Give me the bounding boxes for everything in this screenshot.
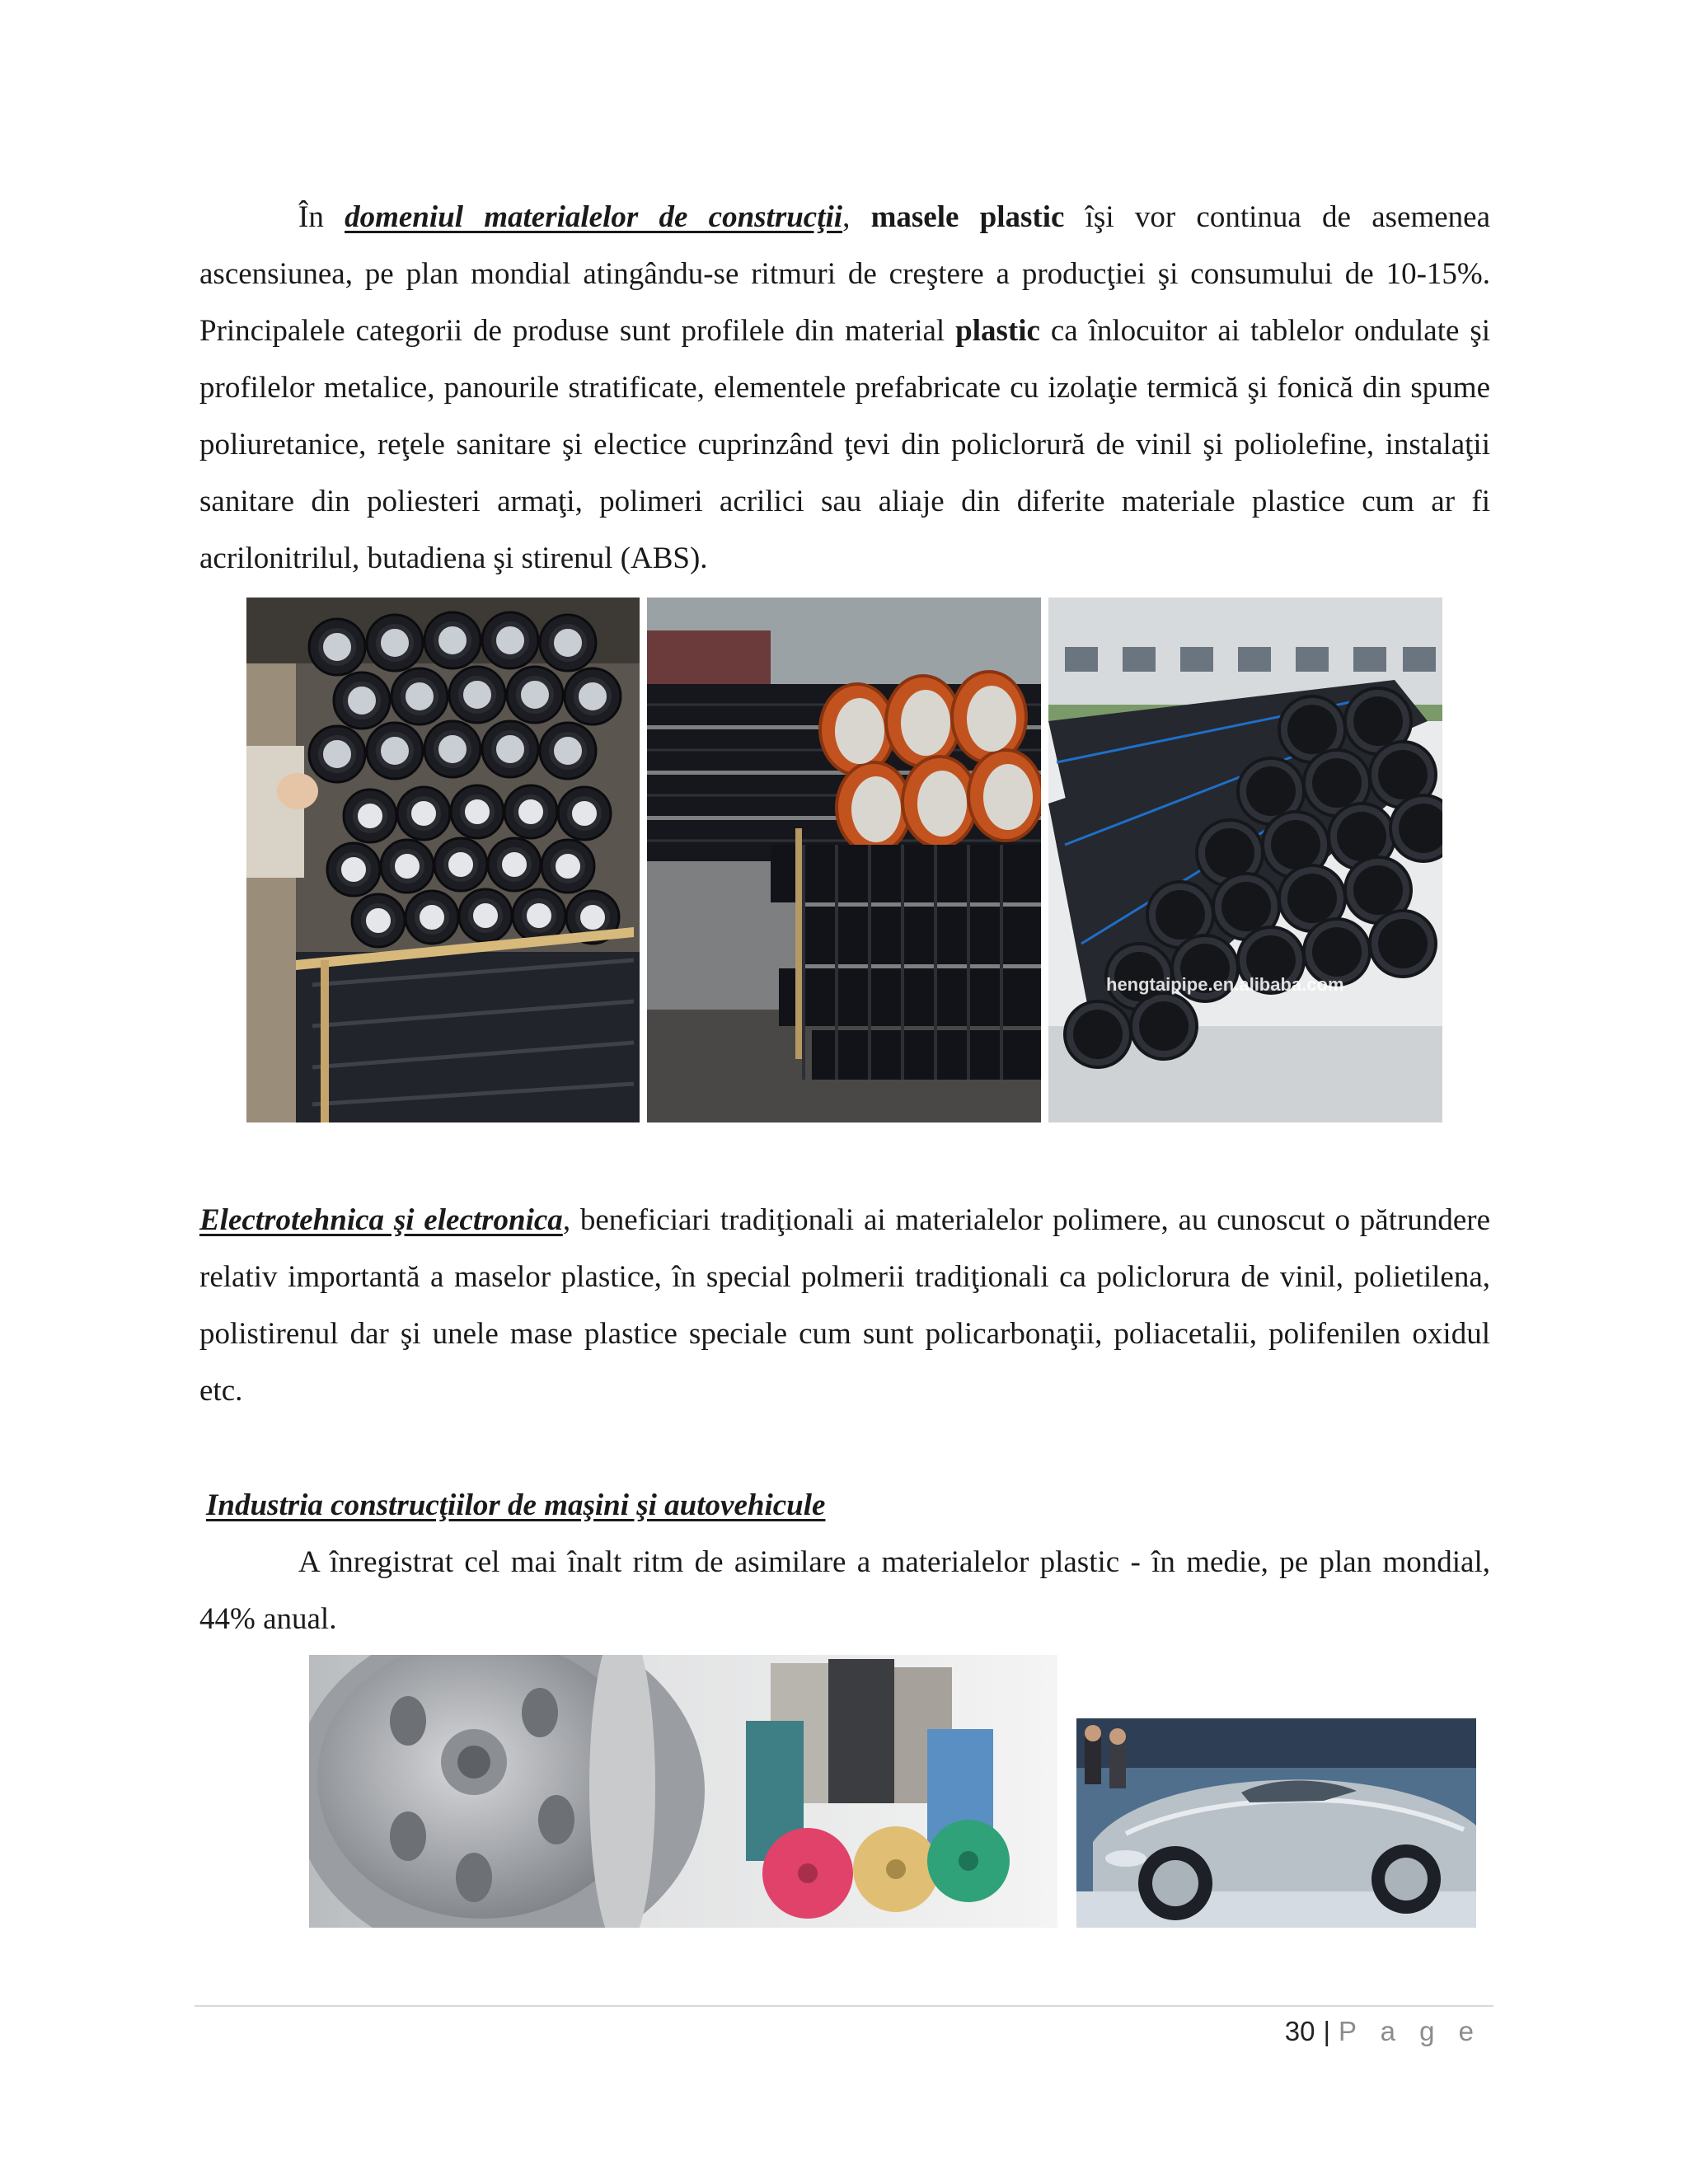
- page-footer: [1285, 2011, 1482, 2052]
- paragraph-automotive: A înregistrat cel mai înalt ritm de asimilare a materialelor plastic - în medie, pe plan mondial, 44% anual.: [199, 1545, 1490, 1636]
- text: , beneficiari tradiţionali ai materialelor polimere, au cunoscut o pătrundere relativ importantă a maselor plastice, în special polmerii tradiţionali ca policlorura de vinil, polietilena, polistirenul dar şi unele mase plastice speciale cum sunt policarbonaţii, poliacetalii, polifenilen oxidul etc.: [199, 1203, 1490, 1408]
- paragraph-electronics: [199, 1192, 1490, 1419]
- emphasis-electronics: Electrotehnica şi electronica: [199, 1203, 563, 1237]
- image-watermark: hengtaipipe.en.alibaba.com: [1106, 974, 1344, 995]
- text: În: [298, 200, 345, 234]
- photo-black-orange-pipes: [647, 598, 1041, 1122]
- bold-masele-plastic: masele plastic: [870, 200, 1065, 234]
- page-number: 30: [1284, 2016, 1315, 2046]
- photo-hdpe-pipes: [1048, 598, 1442, 1122]
- page-label: P a g e: [1339, 2016, 1482, 2046]
- emphasis-construction-materials: domeniul materialelor de construcţii: [345, 200, 843, 234]
- section-heading-automotive: Industria construcţiilor de maşini şi autovehicule: [206, 1488, 826, 1522]
- text: ,: [842, 200, 871, 234]
- paragraph-construction-materials: [199, 189, 1490, 587]
- page-separator: |: [1323, 2016, 1331, 2046]
- photo-concept-car: [1076, 1718, 1476, 1928]
- bold-plastic: plastic: [955, 314, 1040, 348]
- photo-corrugated-pipes-truck: [246, 598, 640, 1122]
- footer-divider: [195, 2005, 1493, 2007]
- photo-wheel-and-foam-rolls: [309, 1655, 1057, 1928]
- text: ca înlocuitor ai tablelor ondulate şi profilelor metalice, panourile stratificate, elementele prefabricate cu izolaţie termică şi fonică din spume poliuretanice, reţele sanitare şi electice cuprinzând ţevi din policlorură de vinil şi poliolefine, instalaţii sanitare din poliesteri armaţi, polimeri acrilici sau aliaje din diferite materiale plastice cum ar fi acrilonitrilul, butadiena şi stirenul (ABS).: [199, 314, 1490, 575]
- text: îşi vor continua de asemenea ascensiunea, pe plan mondial atingându-se ritmuri de creştere a producţiei şi consumului de 10-15%. Principalele categorii de produse sunt profilele din material: [199, 200, 1490, 348]
